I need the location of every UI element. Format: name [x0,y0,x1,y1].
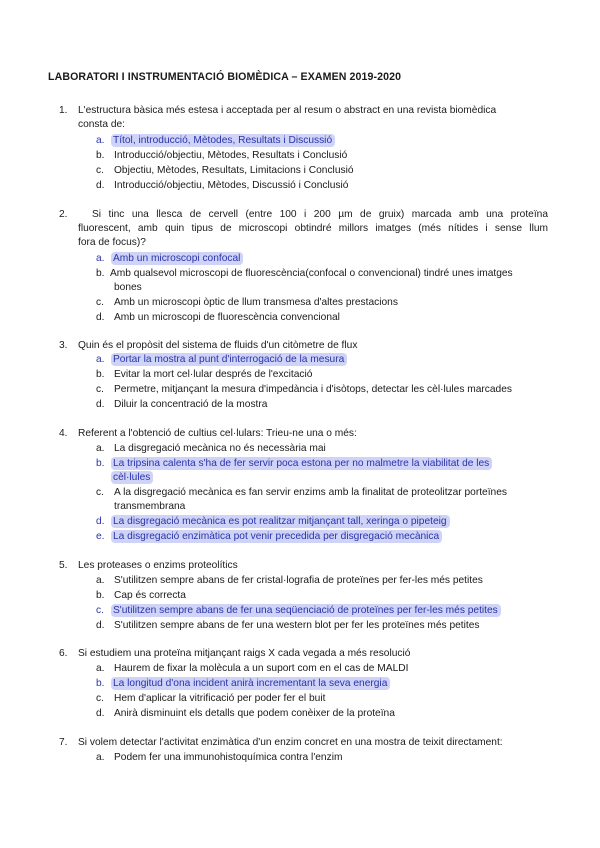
question-3-text: Quin és el propòsit del sistema de fluids d'un citòmetre de flux [78,340,358,351]
option-1c-text: Objectiu, Mètodes, Resultats, Limitacions i Conclusió [114,165,354,176]
option-4c-letter: c. [96,487,104,498]
option-2b-text: Amb qualsevol microscopi de fluorescència(confocal o convencional) tindré unes imatges [110,268,513,279]
option-5d-letter: d. [96,620,105,631]
question-7-text: Si volem detectar l'activitat enzimàtica d'un enzim concret en una mostra de teixit directament: [78,737,503,748]
question-4-text: Referent a l'obtenció de cultius cel·lulars: Trieu-ne una o més: [78,428,357,439]
option-6b-text: La longitud d'ona incident anirà incrementant la seva energia [111,677,390,690]
option-1d-letter: d. [96,180,105,191]
option-4e-text: La disgregació enzimàtica pot venir precedida per disgregació mecànica [111,530,442,543]
option-3b-letter: b. [96,369,105,380]
option-7a-letter: a. [96,752,105,763]
option-6b [111,677,390,690]
option-6d-letter: d. [96,708,105,719]
option-5c-text: S'utilitzen sempre abans de fer una seqüenciació de proteïnes per fer-les més petites [111,604,501,617]
option-5c [111,604,501,617]
option-2c-letter: c. [96,297,104,308]
question-6-number: 6. [59,648,68,659]
question-6-text: Si estudiem una proteïna mitjançant raigs X cada vegada a més resolució [78,648,411,659]
option-6b-letter: b. [96,678,105,689]
option-2a [111,252,243,265]
option-5c-letter: c. [96,605,104,616]
question-2-number: 2. [59,209,68,220]
option-4c-text: A la disgregació mecànica es fan servir enzims amb la finalitat de proteolitzar porteïnes [114,487,507,498]
option-5d-text: S'utilitzen sempre abans de fer una western blot per fer les proteïnes més petites [114,620,480,631]
question-7-number: 7. [59,737,68,748]
option-2a-letter: a. [96,253,105,264]
option-2d-text: Amb un microscopi de fluorescència convencional [114,312,340,323]
option-1b-text: Introducció/objectiu, Mètodes, Resultats i Conclusió [114,150,348,161]
option-1a-text: Títol, introducció, Mètodes, Resultats i Discussió [111,134,335,147]
option-5b-letter: b. [96,590,105,601]
option-2c-text: Amb un microscopi òptic de llum transmesa d'altes prestacions [114,297,398,308]
option-4a-letter: a. [96,443,105,454]
option-6d-text: Anirà disminuint els detalls que podem conèixer de la proteïna [114,708,395,719]
option-3b-text: Evitar la mort cel·lular després de l'excitació [114,369,313,380]
option-6c-letter: c. [96,693,104,704]
option-2d-letter: d. [96,312,105,323]
option-1c-letter: c. [96,165,104,176]
option-4d [111,515,450,528]
option-1a-letter: a. [96,135,105,146]
option-3a-text: Portar la mostra al punt d'interrogació de la mesura [111,353,347,366]
option-2b-text: bones [114,282,142,293]
option-4d-text: La disgregació mecànica es pot realitzar mitjançant tall, xeringa o pipeteig [111,515,450,528]
option-2a-text: Amb un microscopi confocal [111,252,243,265]
question-1-text: L'estructura bàsica més estesa i acceptada per al resum o abstract en una revista biomèdica [78,105,497,116]
option-1d-text: Introducció/objectiu, Mètodes, Discussió i Conclusió [114,180,349,191]
option-4c-text: transmembrana [114,501,186,512]
option-2b-letter: b. [96,268,105,279]
option-4b-text: La tripsina calenta s'ha de fer servir poca estona per no malmetre la viabilitat de les [111,457,492,470]
option-7a-text: Podem fer una immunohistoquímica contra l'enzim [114,752,343,763]
question-5-number: 5. [59,560,68,571]
option-3c-text: Permetre, mitjançant la mesura d'impedància i d'isòtops, detectar les cèl·lules marcades [114,384,512,395]
question-1-text: consta de: [78,119,126,130]
option-5a-letter: a. [96,575,105,586]
option-4d-letter: d. [96,516,105,527]
option-5b-text: Cap és correcta [114,590,186,601]
option-4a-text: La disgregació mecànica no és necessària mai [114,443,326,454]
option-6a-letter: a. [96,663,105,674]
question-3-number: 3. [59,340,68,351]
option-6c-text: Hem d'aplicar la vitrificació per poder fer el buit [114,693,326,704]
option-3d-text: Diluir la concentració de la mostra [114,399,268,410]
option-4e [111,530,442,543]
question-2-text: fluorescent, amb quin tipus de microscopi obtindré millors imatges (més nítides i sense llum [78,223,548,234]
question-5-text: Les proteases o enzims proteolítics [78,560,238,571]
question-2-text: fora de focus)? [78,237,146,248]
option-3c-letter: c. [96,384,104,395]
option-3d-letter: d. [96,399,105,410]
option-4b-letter: b. [96,458,105,469]
option-4b [111,457,492,470]
option-4b-cont [111,471,153,484]
option-4b-text: cèl·lules [111,471,153,484]
question-4-number: 4. [59,428,68,439]
option-5a-text: S'utilitzen sempre abans de fer cristal·lografia de proteïnes per fer-les més petites [114,575,483,586]
option-3a-letter: a. [96,354,105,365]
option-1a [111,134,335,147]
option-6a-text: Haurem de fixar la molècula a un suport com en el cas de MALDI [114,663,409,674]
option-1b-letter: b. [96,150,105,161]
question-2-text: Si tinc una llesca de cervell (entre 100 i 200 µm de gruix) marcada amb una proteïna [92,209,548,220]
option-4e-letter: e. [96,531,105,542]
question-1-number: 1. [59,105,68,116]
option-3a [111,353,347,366]
exam-title: LABORATORI I INSTRUMENTACIÓ BIOMÈDICA – EXAMEN 2019-2020 [48,71,402,83]
